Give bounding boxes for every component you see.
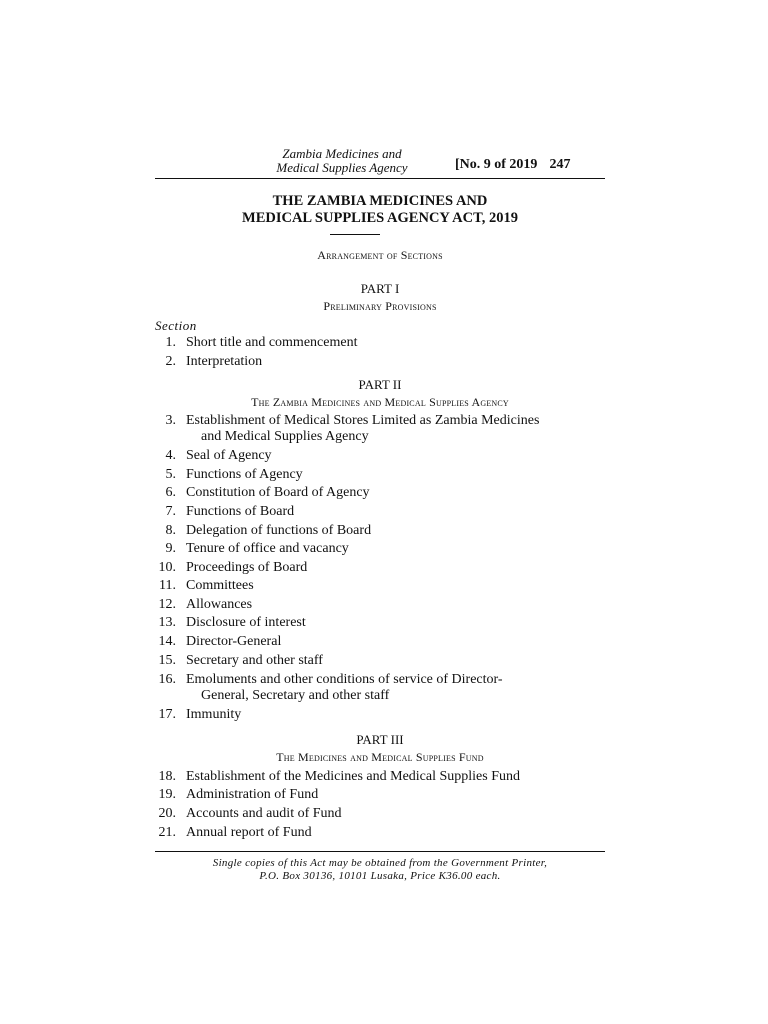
- item-text: Director-General: [186, 634, 282, 649]
- section-label: Section: [155, 318, 197, 333]
- item-number: 3.: [165, 413, 176, 428]
- part-2-subheading: The Zambia Medicines and Medical Supplies Agency: [251, 395, 509, 409]
- item-number: 2.: [165, 354, 176, 369]
- item-number: 17.: [158, 707, 176, 722]
- list-item: [150, 597, 550, 613]
- list-item: [150, 467, 550, 483]
- list-item: [150, 634, 550, 650]
- item-text: Constitution of Board of Agency: [186, 485, 370, 500]
- list-item: [150, 578, 550, 594]
- list-item: [150, 769, 550, 785]
- item-number: 7.: [165, 504, 176, 519]
- item-text: Committees: [186, 578, 254, 593]
- item-number: 13.: [158, 615, 176, 630]
- header-rule: [155, 178, 605, 179]
- list-item: [150, 335, 550, 351]
- list-item: [150, 485, 550, 501]
- item-number: 10.: [158, 560, 176, 575]
- part-1-heading: PART I: [360, 281, 400, 296]
- item-text: Administration of Fund: [186, 787, 319, 802]
- act-title-line1: THE ZAMBIA MEDICINES AND: [272, 193, 488, 209]
- item-text-continuation: General, Secretary and other staff: [201, 688, 390, 703]
- list-item: [150, 615, 550, 631]
- item-number: 21.: [158, 825, 176, 840]
- list-item: [150, 806, 550, 822]
- item-text: Tenure of office and vacancy: [186, 541, 349, 556]
- list-item: [150, 413, 550, 445]
- list-item: [150, 825, 550, 841]
- running-header-title: [262, 147, 422, 175]
- list-item: [150, 653, 550, 669]
- item-text: Immunity: [186, 707, 242, 722]
- footer-note: [155, 857, 605, 883]
- item-text: Interpretation: [186, 354, 263, 369]
- item-number: 12.: [158, 597, 176, 612]
- page-number: 247: [549, 157, 571, 172]
- item-text: Disclosure of interest: [186, 615, 306, 630]
- item-number: 14.: [158, 634, 176, 649]
- part-3-subheading: The Medicines and Medical Supplies Fund: [276, 750, 484, 764]
- item-text: Annual report of Fund: [186, 825, 312, 840]
- list-item: [150, 523, 550, 539]
- part-3-heading: PART III: [356, 732, 404, 747]
- list-item: [150, 672, 550, 704]
- footer-line1: Single copies of this Act may be obtained from the Government Printer,: [212, 857, 548, 869]
- item-number: 9.: [165, 541, 176, 556]
- item-text: [186, 672, 550, 704]
- part-2-heading: PART II: [358, 377, 402, 392]
- footer-line2: P.O. Box 30136, 10101 Lusaka, Price K36.00 each.: [259, 870, 501, 882]
- item-text: Proceedings of Board: [186, 560, 308, 575]
- item-number: 16.: [158, 672, 176, 687]
- item-text: Short title and commencement: [186, 335, 358, 350]
- list-item: [150, 541, 550, 557]
- item-number: 19.: [158, 787, 176, 802]
- running-header-line2: Medical Supplies Agency: [276, 160, 408, 175]
- list-item: [150, 448, 550, 464]
- item-text: Functions of Agency: [186, 467, 303, 482]
- item-number: 4.: [165, 448, 176, 463]
- item-text: Allowances: [186, 597, 253, 612]
- item-text: Secretary and other staff: [186, 653, 323, 668]
- act-reference: [No. 9 of 2019: [455, 157, 538, 172]
- running-header-line1: Zambia Medicines and: [282, 146, 402, 161]
- item-text-line1: Emoluments and other conditions of service of Director-: [186, 672, 503, 687]
- list-item: [150, 504, 550, 520]
- running-header-reference: [455, 157, 570, 173]
- item-text-line1: Establishment of Medical Stores Limited as Zambia Medicines: [186, 413, 540, 428]
- list-item: [150, 354, 550, 370]
- part-1-subheading: Preliminary Provisions: [323, 299, 437, 313]
- footer-rule: [155, 851, 605, 852]
- item-text-continuation: and Medical Supplies Agency: [201, 429, 369, 444]
- item-number: 6.: [165, 485, 176, 500]
- item-number: 11.: [159, 578, 176, 593]
- item-text: Delegation of functions of Board: [186, 523, 372, 538]
- act-title: [155, 193, 605, 227]
- item-number: 15.: [158, 653, 176, 668]
- list-item: [150, 560, 550, 576]
- item-text: Seal of Agency: [186, 448, 272, 463]
- arrangement-heading: Arrangement of Sections: [317, 248, 443, 262]
- list-item: [150, 787, 550, 803]
- item-number: 8.: [165, 523, 176, 538]
- act-title-line2: MEDICAL SUPPLIES AGENCY ACT, 2019: [242, 210, 518, 226]
- item-text: Accounts and audit of Fund: [186, 806, 342, 821]
- item-text: [186, 413, 550, 445]
- item-text: Establishment of the Medicines and Medical Supplies Fund: [186, 769, 521, 784]
- title-divider: [330, 234, 380, 235]
- item-number: 20.: [158, 806, 176, 821]
- item-number: 18.: [158, 769, 176, 784]
- list-item: [150, 707, 550, 723]
- item-number: 1.: [165, 335, 176, 350]
- item-number: 5.: [165, 467, 176, 482]
- item-text: Functions of Board: [186, 504, 295, 519]
